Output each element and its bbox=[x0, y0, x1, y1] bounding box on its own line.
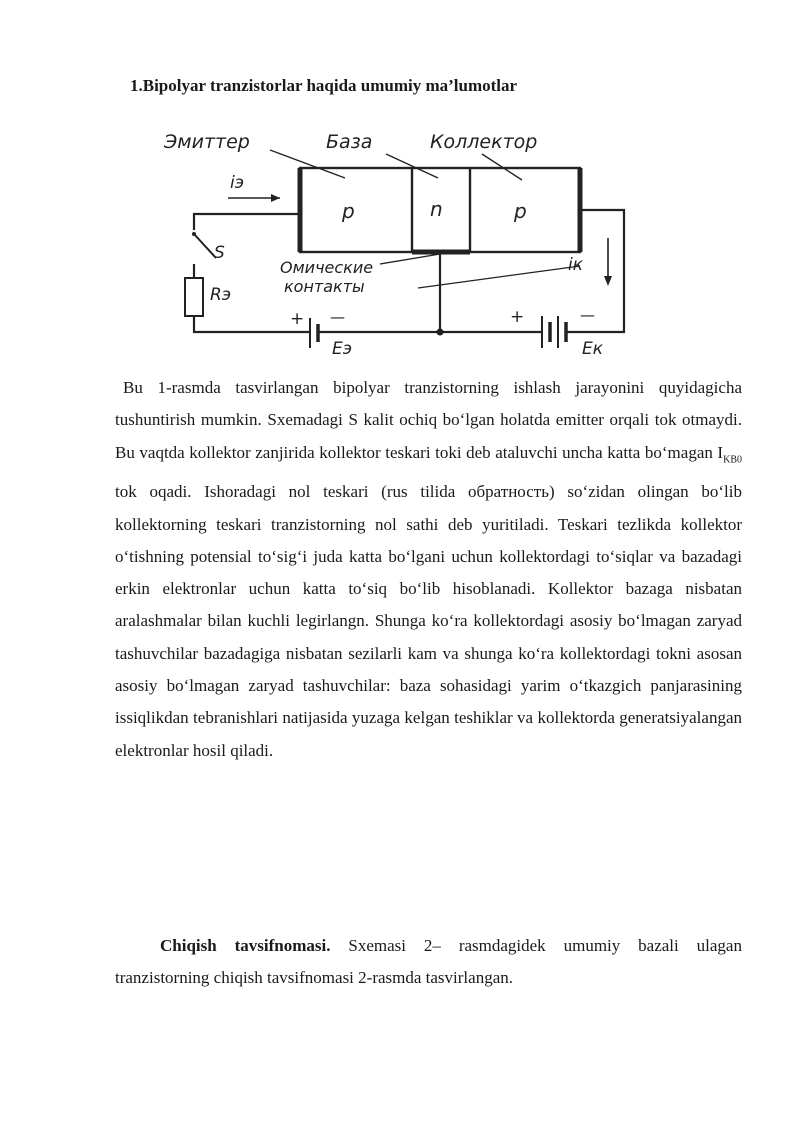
battery-ek-plus: + bbox=[510, 307, 525, 327]
region-collector: p bbox=[514, 199, 527, 223]
label-ohmic-1: Омические bbox=[280, 258, 374, 277]
paragraph-1 bbox=[115, 372, 742, 767]
ie-arrow-head bbox=[271, 194, 280, 202]
region-emitter: p bbox=[342, 199, 355, 223]
paragraph-2-text: Sxemasi 2– rasmdagidek umumiy bazali ulagan tranzistorning chiqish tavsifnomasi 2-rasmda tasvirlangan. bbox=[115, 936, 742, 988]
section-heading: 1.Bipolyar tranzistorlar haqida umumiy ma’lumotlar bbox=[130, 76, 518, 95]
transistor-circuit-figure bbox=[150, 118, 630, 366]
section-title: Chiqish tavsifnomasi. bbox=[160, 936, 331, 955]
label-emitter: Эмиттер bbox=[164, 131, 250, 153]
ohmic-pointer-2 bbox=[418, 266, 580, 288]
label-ie: iэ bbox=[230, 173, 245, 193]
battery-ee-plus: + bbox=[290, 309, 305, 329]
output-characteristics-section bbox=[115, 930, 742, 995]
battery-ee-minus: — bbox=[330, 308, 345, 326]
emitter-wire-top bbox=[194, 214, 300, 230]
resistor-re bbox=[185, 278, 203, 316]
switch-pivot bbox=[192, 232, 196, 236]
battery-ek-minus: — bbox=[580, 306, 595, 324]
subscript-kb0: KB0 bbox=[723, 453, 742, 465]
body-text bbox=[115, 372, 742, 767]
region-base: n bbox=[430, 197, 443, 221]
label-resistor: Rэ bbox=[210, 285, 232, 305]
label-base: База bbox=[326, 131, 373, 153]
label-ee: Eэ bbox=[332, 339, 353, 359]
label-ohmic-2: контакты bbox=[284, 277, 365, 296]
label-ek: Eк bbox=[582, 339, 604, 359]
paragraph-1-rest: tok oqadi. Ishoradagi nol teskari (rus tilida обратность) so‘zidan olingan bo‘lib kollektorning teskari tranzistorning nol sathi deb yuritiladi. Teskari tezlikda kollektor o‘tishning potensial to‘sig‘i juda katta bo‘lgani uchun kollektordagi to‘siqlar va bazadagi erkin elektronlar uchun katta to‘siq bo‘lib hisoblanadi. Kollektor bazaga nisbatan aralashmalar bilan kuchli legirlangn. Shunga ko‘ra kollektordagi asosiy bo‘lmagan zaryad tashuvchilar bazadagiga nisbatan sezilarli kam va shunga ko‘ra kollektordagi tokni asosan asosiy bo‘lmagan zaryad tashuvchilar: baza sohasidagi yarim o‘tkazgich panjarasining issiqlikdan tebranishlari natijasida yuzaga kelgan teshiklar va kollektorda generatsiyalangan elektronlar hosil qiladi. bbox=[115, 482, 742, 760]
label-ik: iк bbox=[568, 255, 583, 275]
circuit-diagram bbox=[150, 118, 630, 366]
label-switch: S bbox=[214, 243, 225, 263]
emitter-pointer bbox=[270, 150, 345, 178]
paragraph-1-start: Bu 1-rasmda tasvirlangan bipolyar tranzistorning ishlash jarayonini quyidagicha tushuntirish mumkin. Sxemadagi S kalit ochiq bo‘lgan holatda emitter orqali tok otmaydi. Bu vaqtda kollektor zanjirida kollektor teskari toki deb ataluvchi uncha katta bo‘magan I bbox=[115, 378, 742, 462]
switch-blade bbox=[194, 234, 216, 258]
label-collector: Коллектор bbox=[430, 131, 538, 153]
ohmic-pointer-1 bbox=[380, 254, 440, 264]
ik-arrow-head bbox=[604, 276, 612, 286]
paragraph-2 bbox=[115, 930, 742, 995]
